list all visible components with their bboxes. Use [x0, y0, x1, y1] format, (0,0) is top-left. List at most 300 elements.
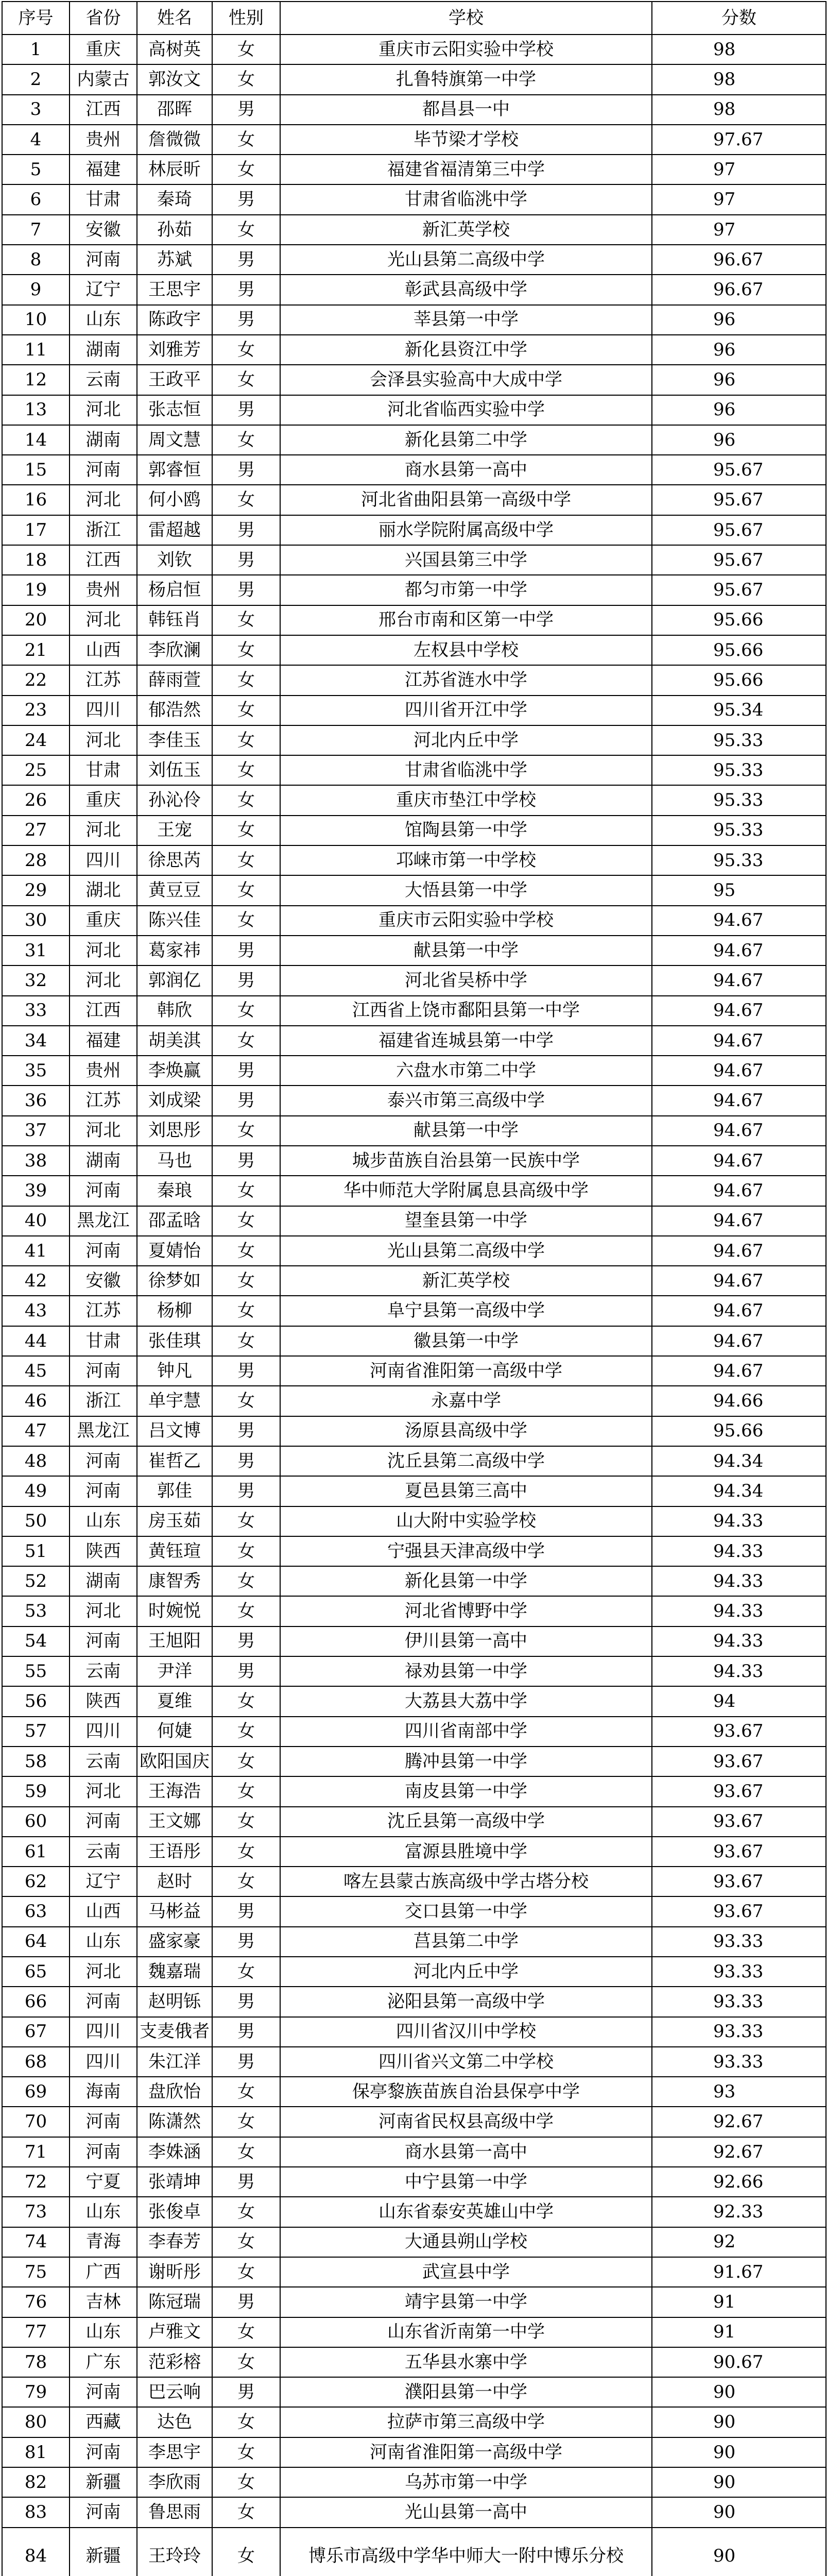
cell-name: 王旭阳 [137, 1626, 212, 1656]
cell-gender: 女 [212, 1266, 280, 1296]
cell-index: 84 [2, 2528, 70, 2576]
cell-index: 66 [2, 1987, 70, 2016]
cell-school: 扎鲁特旗第一中学 [280, 64, 652, 94]
cell-score [652, 1837, 826, 1867]
cell-score [652, 2197, 826, 2227]
cell-province: 辽宁 [70, 1867, 137, 1896]
cell-gender: 男 [212, 1927, 280, 1957]
cell-province: 河南 [70, 1476, 137, 1506]
cell-school: 伊川县第一高中 [280, 1626, 652, 1656]
cell-name: 黄钰瑄 [137, 1536, 212, 1566]
cell-province: 山东 [70, 2197, 137, 2227]
cell-index: 79 [2, 2377, 70, 2407]
cell-index: 58 [2, 1747, 70, 1776]
cell-score [652, 785, 826, 815]
score-value: 94.33 [713, 1660, 764, 1682]
cell-school: 新化县资江中学 [280, 335, 652, 365]
cell-province: 西藏 [70, 2407, 137, 2437]
cell-score [652, 665, 826, 695]
table-row [2, 2167, 826, 2197]
cell-index: 32 [2, 965, 70, 995]
cell-score [652, 1176, 826, 1206]
cell-province: 山东 [70, 1506, 137, 1536]
cell-index: 43 [2, 1296, 70, 1326]
score-value: 98 [713, 39, 736, 60]
cell-province: 河北 [70, 1116, 137, 1146]
cell-province: 湖南 [70, 1146, 137, 1176]
cell-province: 河南 [70, 1446, 137, 1476]
cell-name: 王玲玲 [137, 2528, 212, 2576]
cell-index: 47 [2, 1416, 70, 1446]
cell-score [652, 2077, 826, 2107]
cell-school: 邛崃市第一中学校 [280, 845, 652, 875]
cell-school: 商水县第一高中 [280, 455, 652, 485]
header-gender: 性别 [212, 2, 280, 35]
table-row [2, 1356, 826, 1386]
cell-index: 50 [2, 1506, 70, 1536]
cell-school: 永嘉中学 [280, 1386, 652, 1416]
cell-gender: 男 [212, 1086, 280, 1115]
cell-school: 福建省福清第三中学 [280, 155, 652, 184]
cell-name: 邵晖 [137, 95, 212, 125]
cell-school: 富源县胜境中学 [280, 1837, 652, 1867]
cell-index: 56 [2, 1686, 70, 1716]
cell-name: 刘思彤 [137, 1116, 212, 1146]
score-value: 97 [713, 159, 736, 180]
cell-province: 河北 [70, 485, 137, 515]
cell-gender: 女 [212, 696, 280, 725]
cell-gender: 女 [212, 64, 280, 94]
cell-name: 夏维 [137, 1686, 212, 1716]
cell-index: 42 [2, 1266, 70, 1296]
cell-index: 7 [2, 215, 70, 245]
cell-school: 甘肃省临洮中学 [280, 755, 652, 785]
cell-school: 城步苗族自治县第一民族中学 [280, 1146, 652, 1176]
cell-name: 张志恒 [137, 395, 212, 425]
table-row [2, 1867, 826, 1896]
cell-province: 湖南 [70, 335, 137, 365]
score-value: 92.66 [713, 2171, 764, 2192]
cell-index: 25 [2, 755, 70, 785]
cell-name: 杨启恒 [137, 575, 212, 605]
table-row [2, 1987, 826, 2016]
score-value: 93.67 [713, 1721, 764, 1742]
cell-school: 献县第一中学 [280, 1116, 652, 1146]
cell-school: 莒县第二中学 [280, 1927, 652, 1957]
cell-score [652, 455, 826, 485]
cell-gender: 男 [212, 1987, 280, 2016]
cell-school: 河北内丘中学 [280, 725, 652, 755]
score-value: 94.67 [713, 1270, 764, 1291]
cell-province: 湖南 [70, 425, 137, 455]
cell-index: 67 [2, 2017, 70, 2047]
cell-school: 山东省泰安英雄山中学 [280, 2197, 652, 2227]
cell-index: 40 [2, 1206, 70, 1236]
cell-name: 秦琅 [137, 1176, 212, 1206]
cell-index: 9 [2, 275, 70, 304]
cell-province: 河北 [70, 1596, 137, 1626]
score-value: 93.67 [713, 1841, 764, 1862]
score-value: 95.66 [713, 669, 764, 690]
cell-score [652, 1776, 826, 1806]
cell-name: 薛雨萱 [137, 665, 212, 695]
cell-school: 大通县朔山学校 [280, 2227, 652, 2257]
cell-province: 贵州 [70, 125, 137, 155]
cell-score [652, 1987, 826, 2016]
cell-score [652, 2137, 826, 2167]
cell-name: 周文慧 [137, 425, 212, 455]
score-value: 95.66 [713, 609, 764, 631]
cell-score [652, 755, 826, 785]
cell-gender: 女 [212, 2347, 280, 2377]
cell-gender: 女 [212, 2528, 280, 2576]
table-row [2, 1957, 826, 1987]
cell-gender: 女 [212, 1566, 280, 1596]
cell-province: 江苏 [70, 1086, 137, 1115]
cell-name: 单宇慧 [137, 1386, 212, 1416]
score-value: 94 [713, 1691, 736, 1712]
table-row [2, 665, 826, 695]
cell-school: 望奎县第一中学 [280, 1206, 652, 1236]
cell-school: 泰兴市第三高级中学 [280, 1086, 652, 1115]
cell-score [652, 1596, 826, 1626]
cell-gender: 女 [212, 1206, 280, 1236]
cell-gender: 男 [212, 575, 280, 605]
cell-name: 陈潇然 [137, 2107, 212, 2137]
cell-name: 胡美淇 [137, 1026, 212, 1056]
cell-score [652, 816, 826, 845]
score-value: 92 [713, 2231, 736, 2252]
cell-name: 黄豆豆 [137, 875, 212, 905]
cell-index: 45 [2, 1356, 70, 1386]
cell-school: 乌苏市第一中学 [280, 2467, 652, 2497]
cell-gender: 女 [212, 635, 280, 665]
cell-score [652, 184, 826, 214]
cell-name: 房玉茹 [137, 1506, 212, 1536]
cell-name: 郁浩然 [137, 696, 212, 725]
score-value: 95 [713, 880, 736, 901]
cell-name: 王海浩 [137, 1776, 212, 1806]
cell-score [652, 605, 826, 635]
table-row [2, 1536, 826, 1566]
cell-name: 徐思芮 [137, 845, 212, 875]
table-row [2, 816, 826, 845]
table-row [2, 35, 826, 64]
score-value: 94.67 [713, 1180, 764, 1201]
score-value: 94.67 [713, 1000, 764, 1021]
cell-name: 陈冠瑞 [137, 2287, 212, 2317]
score-value: 93.33 [713, 1931, 764, 1952]
table-row [2, 2287, 826, 2317]
cell-gender: 男 [212, 545, 280, 575]
cell-index: 44 [2, 1326, 70, 1356]
cell-score [652, 425, 826, 455]
score-value: 93.67 [713, 1811, 764, 1832]
cell-province: 江西 [70, 545, 137, 575]
cell-school: 四川省南部中学 [280, 1717, 652, 1747]
cell-index: 78 [2, 2347, 70, 2377]
cell-gender: 女 [212, 1236, 280, 1266]
cell-index: 4 [2, 125, 70, 155]
cell-score [652, 1686, 826, 1716]
cell-gender: 女 [212, 1837, 280, 1867]
cell-province: 宁夏 [70, 2167, 137, 2197]
cell-gender: 女 [212, 1506, 280, 1536]
cell-province: 四川 [70, 696, 137, 725]
cell-gender: 女 [212, 1867, 280, 1896]
cell-gender: 女 [212, 845, 280, 875]
cell-school: 河北省曲阳县第一高级中学 [280, 485, 652, 515]
cell-index: 14 [2, 425, 70, 455]
cell-province: 山东 [70, 2317, 137, 2347]
table-row [2, 1116, 826, 1146]
table-row [2, 936, 826, 965]
cell-gender: 男 [212, 245, 280, 275]
table-row [2, 1386, 826, 1416]
cell-school: 新汇英学校 [280, 215, 652, 245]
cell-school: 山东省沂南第一中学 [280, 2317, 652, 2347]
score-value: 94.67 [713, 1240, 764, 1261]
cell-index: 26 [2, 785, 70, 815]
cell-gender: 男 [212, 1146, 280, 1176]
cell-province: 贵州 [70, 575, 137, 605]
table-row [2, 275, 826, 304]
header-province: 省份 [70, 2, 137, 35]
table-row [2, 1686, 826, 1716]
cell-gender: 男 [212, 1446, 280, 1476]
table-row [2, 635, 826, 665]
table-row [2, 785, 826, 815]
cell-province: 四川 [70, 2047, 137, 2077]
cell-name: 李焕赢 [137, 1056, 212, 1086]
score-value: 94.67 [713, 1060, 764, 1081]
cell-name: 王思宇 [137, 275, 212, 304]
cell-name: 刘雅芳 [137, 335, 212, 365]
cell-score [652, 2437, 826, 2467]
cell-gender: 女 [212, 605, 280, 635]
score-value: 93.67 [713, 1781, 764, 1802]
table-row [2, 455, 826, 485]
cell-province: 河南 [70, 1236, 137, 1266]
cell-school: 江西省上饶市鄱阳县第一中学 [280, 996, 652, 1026]
cell-school: 甘肃省临洮中学 [280, 184, 652, 214]
score-value: 92.67 [713, 2111, 764, 2132]
cell-name: 詹微微 [137, 125, 212, 155]
table-row [2, 395, 826, 425]
cell-score [652, 575, 826, 605]
cell-province: 安徽 [70, 215, 137, 245]
cell-province: 河南 [70, 1176, 137, 1206]
cell-school: 交口县第一中学 [280, 1896, 652, 1926]
cell-index: 52 [2, 1566, 70, 1596]
cell-score [652, 1747, 826, 1776]
cell-province: 河南 [70, 2137, 137, 2167]
cell-name: 卢雅文 [137, 2317, 212, 2347]
cell-school: 河南省民权县高级中学 [280, 2107, 652, 2137]
cell-score [652, 2107, 826, 2137]
score-value: 94.34 [713, 1450, 764, 1471]
cell-index: 11 [2, 335, 70, 365]
cell-gender: 女 [212, 2407, 280, 2437]
cell-school: 左权县中学校 [280, 635, 652, 665]
score-value: 94.33 [713, 1631, 764, 1652]
cell-school: 四川省汉川中学校 [280, 2017, 652, 2047]
cell-province: 河北 [70, 1957, 137, 1987]
cell-school: 河南省淮阳第一高级中学 [280, 2437, 652, 2467]
cell-school: 河北省吴桥中学 [280, 965, 652, 995]
cell-index: 46 [2, 1386, 70, 1416]
cell-score [652, 1807, 826, 1837]
score-value: 95.67 [713, 489, 764, 511]
cell-school: 宁强县天津高级中学 [280, 1536, 652, 1566]
cell-score [652, 1626, 826, 1656]
cell-name: 李欣雨 [137, 2467, 212, 2497]
cell-province: 四川 [70, 845, 137, 875]
cell-gender: 女 [212, 1386, 280, 1416]
cell-score [652, 515, 826, 545]
cell-score [652, 1656, 826, 1686]
cell-school: 拉萨市第三高级中学 [280, 2407, 652, 2437]
score-value: 94.67 [713, 1300, 764, 1321]
table-row [2, 64, 826, 94]
cell-province: 河南 [70, 2497, 137, 2527]
cell-name: 达色 [137, 2407, 212, 2437]
score-value: 94.34 [713, 1481, 764, 1501]
cell-name: 李春芳 [137, 2227, 212, 2257]
cell-score [652, 2047, 826, 2077]
score-value: 95.66 [713, 639, 764, 660]
score-value: 97.67 [713, 129, 764, 150]
cell-index: 33 [2, 996, 70, 1026]
cell-school: 徽县第一中学 [280, 1326, 652, 1356]
cell-gender: 男 [212, 95, 280, 125]
cell-school: 大悟县第一中学 [280, 875, 652, 905]
cell-index: 62 [2, 1867, 70, 1896]
cell-school: 山大附中实验学校 [280, 1506, 652, 1536]
cell-school: 会泽县实验高中大成中学 [280, 365, 652, 395]
score-value: 94.67 [713, 1120, 764, 1141]
cell-index: 24 [2, 725, 70, 755]
score-value: 94.33 [713, 1570, 764, 1591]
table-row [2, 485, 826, 515]
score-value: 94.67 [713, 1330, 764, 1351]
cell-gender: 女 [212, 485, 280, 515]
cell-school: 光山县第一高中 [280, 2497, 652, 2527]
score-value: 96 [713, 399, 736, 420]
cell-index: 8 [2, 245, 70, 275]
cell-score [652, 1296, 826, 1326]
cell-school: 河北省博野中学 [280, 1596, 652, 1626]
cell-score [652, 2257, 826, 2287]
cell-province: 贵州 [70, 1056, 137, 1086]
table-row [2, 95, 826, 125]
cell-school: 沈丘县第二高级中学 [280, 1446, 652, 1476]
cell-school: 大荔县大荔中学 [280, 1686, 652, 1716]
cell-index: 76 [2, 2287, 70, 2317]
cell-name: 李佳玉 [137, 725, 212, 755]
score-value: 90 [713, 2546, 736, 2567]
score-value: 90.67 [713, 2351, 764, 2372]
cell-name: 孙沁伶 [137, 785, 212, 815]
cell-name: 鲁思雨 [137, 2497, 212, 2527]
cell-school: 禄劝县第一中学 [280, 1656, 652, 1686]
cell-score [652, 2017, 826, 2047]
score-value: 93.67 [713, 1751, 764, 1772]
cell-school: 华中师范大学附属息县高级中学 [280, 1176, 652, 1206]
cell-province: 河北 [70, 816, 137, 845]
cell-province: 河北 [70, 395, 137, 425]
cell-school: 四川省开江中学 [280, 696, 652, 725]
cell-name: 苏斌 [137, 245, 212, 275]
cell-score [652, 1386, 826, 1416]
cell-score [652, 2347, 826, 2377]
cell-index: 61 [2, 1837, 70, 1867]
table-row [2, 2107, 826, 2137]
table-row [2, 2017, 826, 2047]
cell-name: 谢昕彤 [137, 2257, 212, 2287]
cell-gender: 男 [212, 936, 280, 965]
cell-name: 邵孟晗 [137, 1206, 212, 1236]
header-index: 序号 [2, 2, 70, 35]
cell-name: 张靖坤 [137, 2167, 212, 2197]
score-value: 94.33 [713, 1601, 764, 1622]
cell-index: 6 [2, 184, 70, 214]
cell-gender: 女 [212, 2197, 280, 2227]
cell-province: 重庆 [70, 906, 137, 936]
cell-province: 江苏 [70, 665, 137, 695]
table-row [2, 575, 826, 605]
cell-school: 新化县第一中学 [280, 1566, 652, 1596]
cell-school: 毕节梁才学校 [280, 125, 652, 155]
cell-name: 雷超越 [137, 515, 212, 545]
cell-gender: 男 [212, 1476, 280, 1506]
cell-index: 53 [2, 1596, 70, 1626]
cell-index: 10 [2, 305, 70, 335]
cell-index: 20 [2, 605, 70, 635]
cell-name: 杨柳 [137, 1296, 212, 1326]
score-value: 96 [713, 339, 736, 360]
cell-name: 巴云响 [137, 2377, 212, 2407]
cell-name: 秦琦 [137, 184, 212, 214]
cell-province: 黑龙江 [70, 1416, 137, 1446]
cell-name: 魏嘉瑞 [137, 1957, 212, 1987]
score-value: 95.33 [713, 790, 764, 811]
cell-name: 王语彤 [137, 1837, 212, 1867]
cell-index: 30 [2, 906, 70, 936]
cell-school: 丽水学院附属高级中学 [280, 515, 652, 545]
cell-province: 重庆 [70, 35, 137, 64]
cell-school: 光山县第二高级中学 [280, 245, 652, 275]
table-row [2, 1266, 826, 1296]
score-value: 90 [713, 2502, 736, 2523]
cell-school: 泌阳县第一高级中学 [280, 1987, 652, 2016]
score-value: 94.67 [713, 940, 764, 961]
score-value: 94.67 [713, 1090, 764, 1111]
cell-index: 38 [2, 1146, 70, 1176]
cell-school: 福建省连城县第一中学 [280, 1026, 652, 1056]
cell-name: 李欣澜 [137, 635, 212, 665]
table-row [2, 1656, 826, 1686]
score-value: 95.33 [713, 820, 764, 841]
score-value: 93.33 [713, 2051, 764, 2072]
cell-name: 朱江洋 [137, 2047, 212, 2077]
cell-gender: 女 [212, 2077, 280, 2107]
cell-score [652, 95, 826, 125]
cell-index: 51 [2, 1536, 70, 1566]
score-value: 95.67 [713, 549, 764, 570]
header-name: 姓名 [137, 2, 212, 35]
cell-province: 江苏 [70, 1296, 137, 1326]
